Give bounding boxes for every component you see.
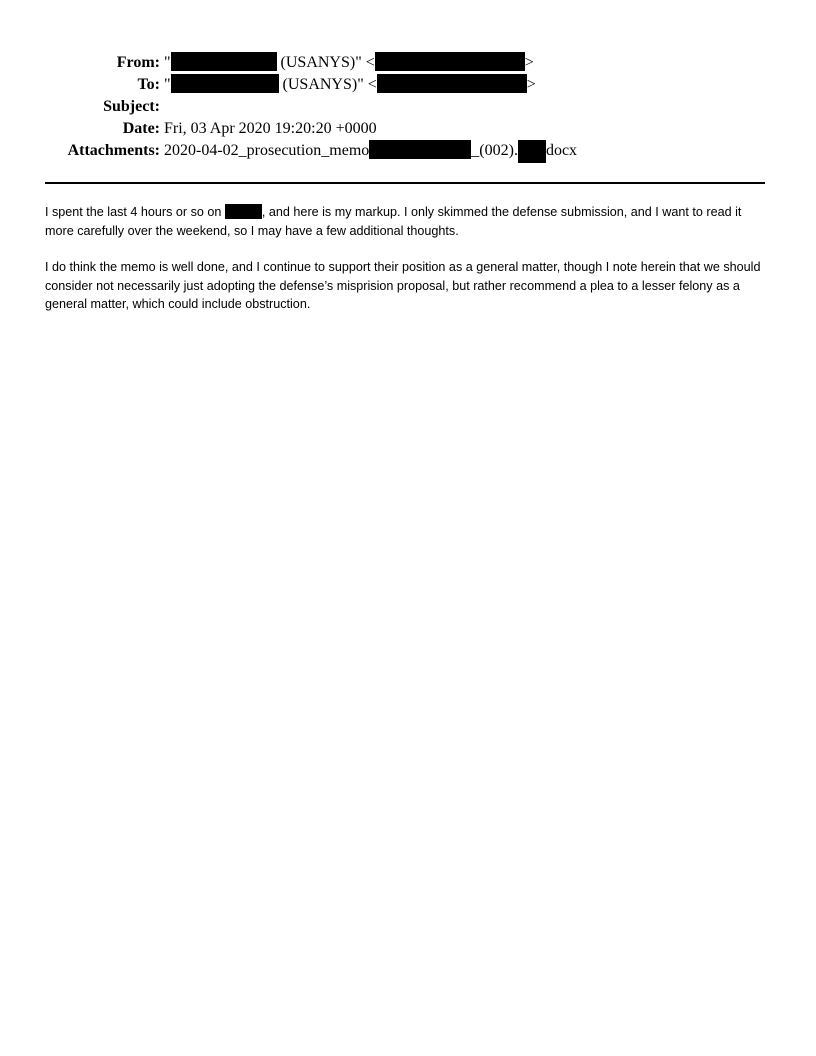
subject-row <box>0 96 816 118</box>
redacted-attachment-part-1 <box>369 140 471 159</box>
to-close: > <box>526 76 536 93</box>
redacted-sender-name <box>171 52 277 71</box>
redacted-body-word <box>225 204 262 219</box>
date-row <box>0 118 816 140</box>
body-p1-before: I spent the last 4 hours or so on <box>45 205 225 219</box>
from-name-suffix: (USANYS)" < <box>276 54 375 71</box>
email-body <box>45 203 765 332</box>
attachments-label: Attachments: <box>67 142 160 159</box>
from-row <box>0 52 816 74</box>
to-open-quote: " <box>164 76 171 93</box>
redacted-attachment-part-2 <box>518 140 546 163</box>
from-label: From: <box>116 54 160 71</box>
body-paragraph-2: I do think the memo is well done, and I continue to support their position as a general matter, though I note herein that we should consider not necessarily just adopting the defense’s misprision proposal, but rather recommend a plea to a lesser felony as a general matter, which could include obstruction. <box>45 260 761 311</box>
body-paragraph-1 <box>45 203 765 240</box>
attachment-middle: _(002). <box>471 142 518 159</box>
date-label: Date: <box>122 120 160 137</box>
attachment-prefix: 2020-04-02_prosecution_memo <box>164 142 370 159</box>
body-p1-after: , and here is my markup. I only skimmed the defense submission, and I want to read it more carefully over the weekend, so I may have a few additional thoughts. <box>45 205 742 238</box>
to-row <box>0 74 816 96</box>
from-close: > <box>524 54 534 71</box>
redacted-sender-email <box>375 52 525 71</box>
redacted-recipient-email <box>377 74 527 93</box>
from-open-quote: " <box>164 54 171 71</box>
from-value <box>164 52 534 74</box>
date-value: Fri, 03 Apr 2020 19:20:20 +0000 <box>164 120 377 137</box>
attachment-filename[interactable] <box>164 140 577 163</box>
to-label: To: <box>137 76 160 93</box>
attachment-suffix: docx <box>545 142 578 159</box>
to-name-suffix: (USANYS)" < <box>278 76 377 93</box>
to-value <box>164 74 536 96</box>
redacted-recipient-name <box>171 74 279 93</box>
attachments-row <box>0 140 816 162</box>
header-divider <box>45 182 765 184</box>
email-header <box>0 52 816 162</box>
subject-label: Subject: <box>103 98 160 115</box>
